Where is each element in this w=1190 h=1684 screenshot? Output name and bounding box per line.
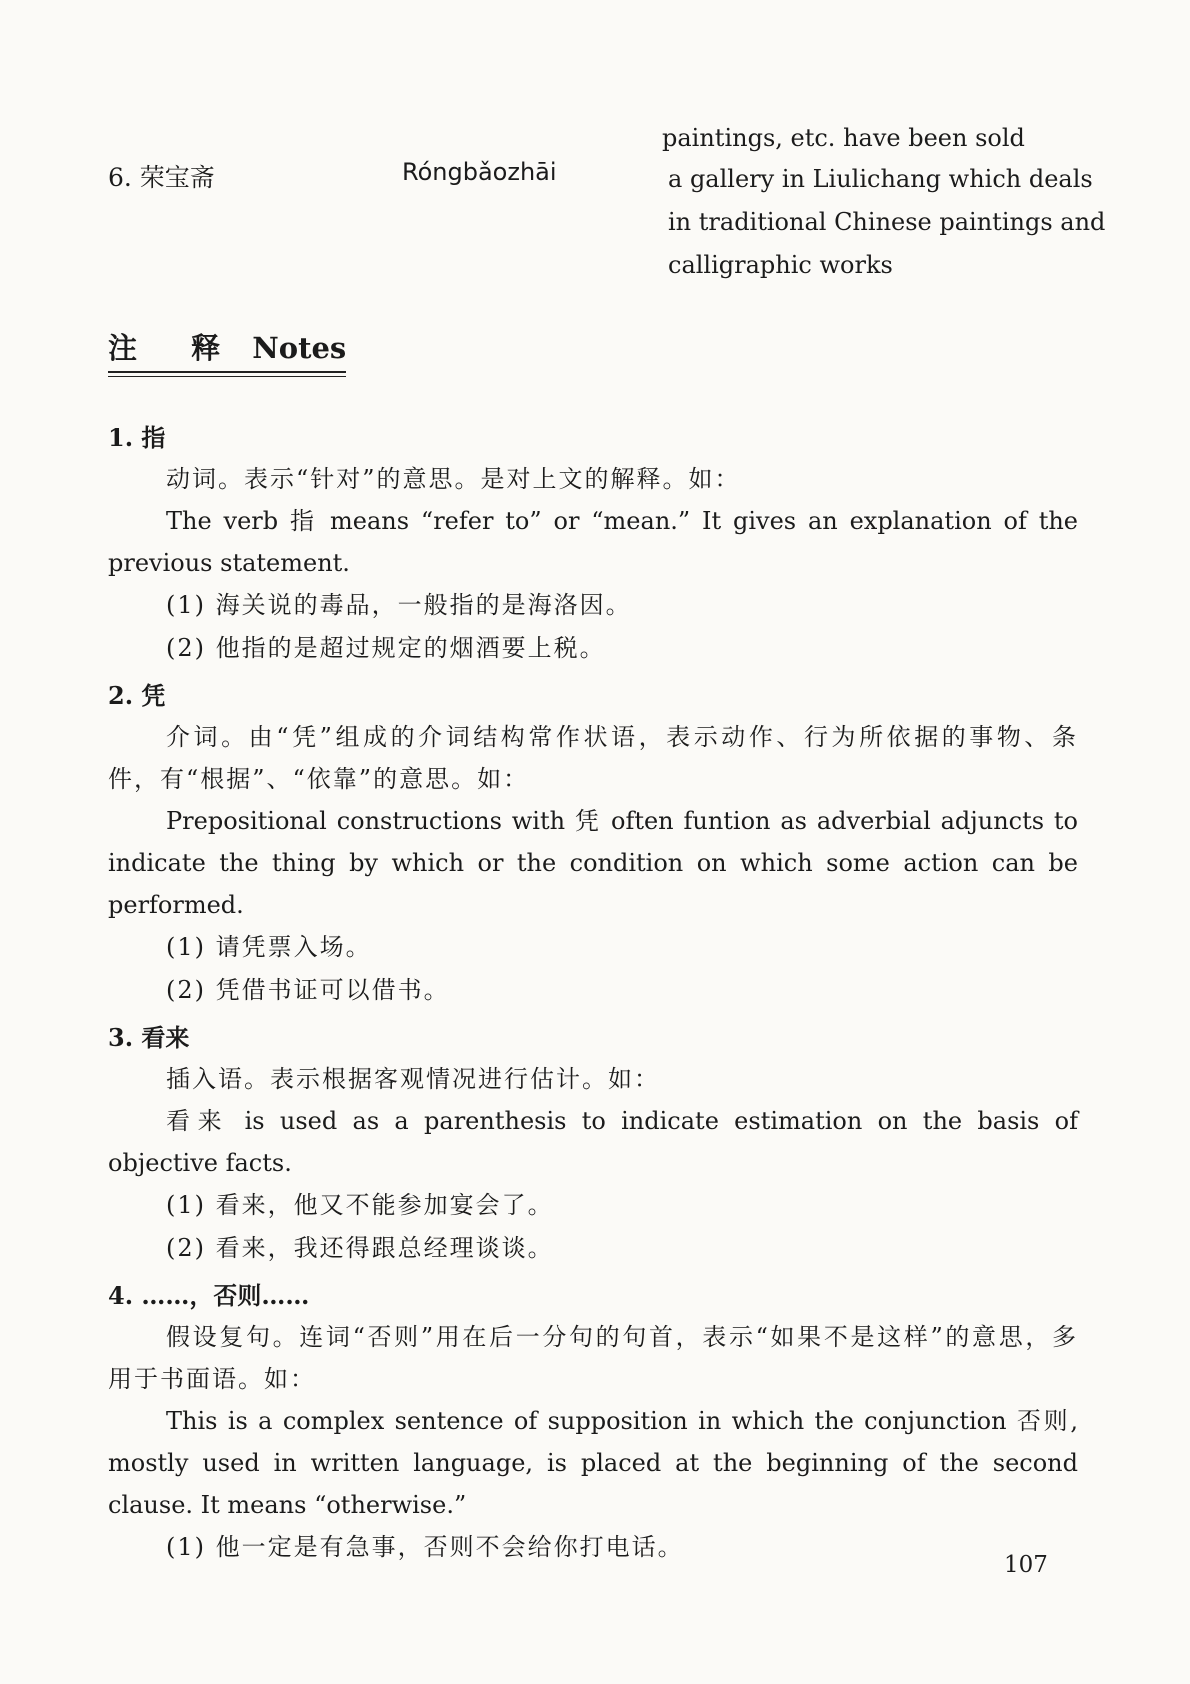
note-item — [108, 1276, 1078, 1569]
note-title: 2. 凭 — [108, 681, 166, 710]
section-title-en: Notes — [252, 331, 347, 365]
note-example: (1) 海关说的毒品，一般指的是海洛因。 — [166, 591, 632, 619]
vocab-entry — [0, 154, 1190, 294]
note-example: (1) 他一定是有急事，否则不会给你打电话。 — [166, 1533, 684, 1561]
note-title: 1. 指 — [108, 423, 166, 452]
note-en-explanation: Prepositional constructions with 凭 often funtion as adverbial adjuncts to indicate the thing by which or the condition on which some action can be performed. — [108, 807, 1078, 919]
note-example: (2) 凭借书证可以借书。 — [166, 976, 450, 1004]
vocab-definition-line: calligraphic works — [668, 251, 893, 279]
section-title-cn: 注 释 — [108, 331, 243, 365]
note-title: 3. 看来 — [108, 1023, 190, 1052]
vocab-word: 6. 荣宝斋 — [108, 163, 215, 192]
page-number: 107 — [1004, 1552, 1048, 1578]
note-en-explanation: 看来 is used as a parenthesis to indicate estimation on the basis of objective facts. — [108, 1107, 1078, 1177]
section-heading-notes — [108, 326, 346, 371]
note-cn-explanation: 介词。由“凭”组成的介词结构常作状语，表示动作、行为所依据的事物、条件，有“根据”、“依靠”的意思。如： — [108, 723, 1078, 793]
note-example: (1) 看来，他又不能参加宴会了。 — [166, 1191, 554, 1219]
heading-underline-thin — [108, 376, 346, 377]
note-title: 4. ……，否则…… — [108, 1281, 310, 1310]
vocab-definition — [668, 158, 1106, 287]
note-example: (1) 请凭票入场。 — [166, 933, 372, 961]
note-item — [108, 676, 1078, 1012]
note-en-explanation: This is a complex sentence of supposition in which the conjunction 否则, mostly used in written language, is placed at the beginning of the second clause. It means “otherwise.” — [108, 1407, 1078, 1519]
note-cn-explanation: 插入语。表示根据客观情况进行估计。如： — [166, 1065, 660, 1093]
note-cn-explanation: 假设复句。连词“否则”用在后一分句的句首，表示“如果不是这样”的意思，多用于书面语。如： — [108, 1323, 1078, 1393]
note-example: (2) 看来，我还得跟总经理谈谈。 — [166, 1234, 554, 1262]
notes-list — [108, 412, 1078, 1575]
note-item — [108, 1018, 1078, 1270]
heading-underline — [108, 371, 346, 373]
vocab-definition-line: in traditional Chinese paintings and — [668, 208, 1106, 236]
vocab-definition-continuation: paintings, etc. have been sold — [662, 124, 1025, 152]
note-cn-explanation: 动词。表示“针对”的意思。是对上文的解释。如： — [166, 465, 741, 493]
note-en-explanation: The verb 指 means “refer to” or “mean.” It gives an explanation of the previous statement. — [108, 507, 1078, 577]
note-item — [108, 418, 1078, 670]
note-example: (2) 他指的是超过规定的烟酒要上税。 — [166, 634, 606, 662]
vocab-definition-line: a gallery in Liulichang which deals — [668, 165, 1093, 193]
vocab-pinyin: Róngbǎozhāi — [402, 158, 557, 186]
